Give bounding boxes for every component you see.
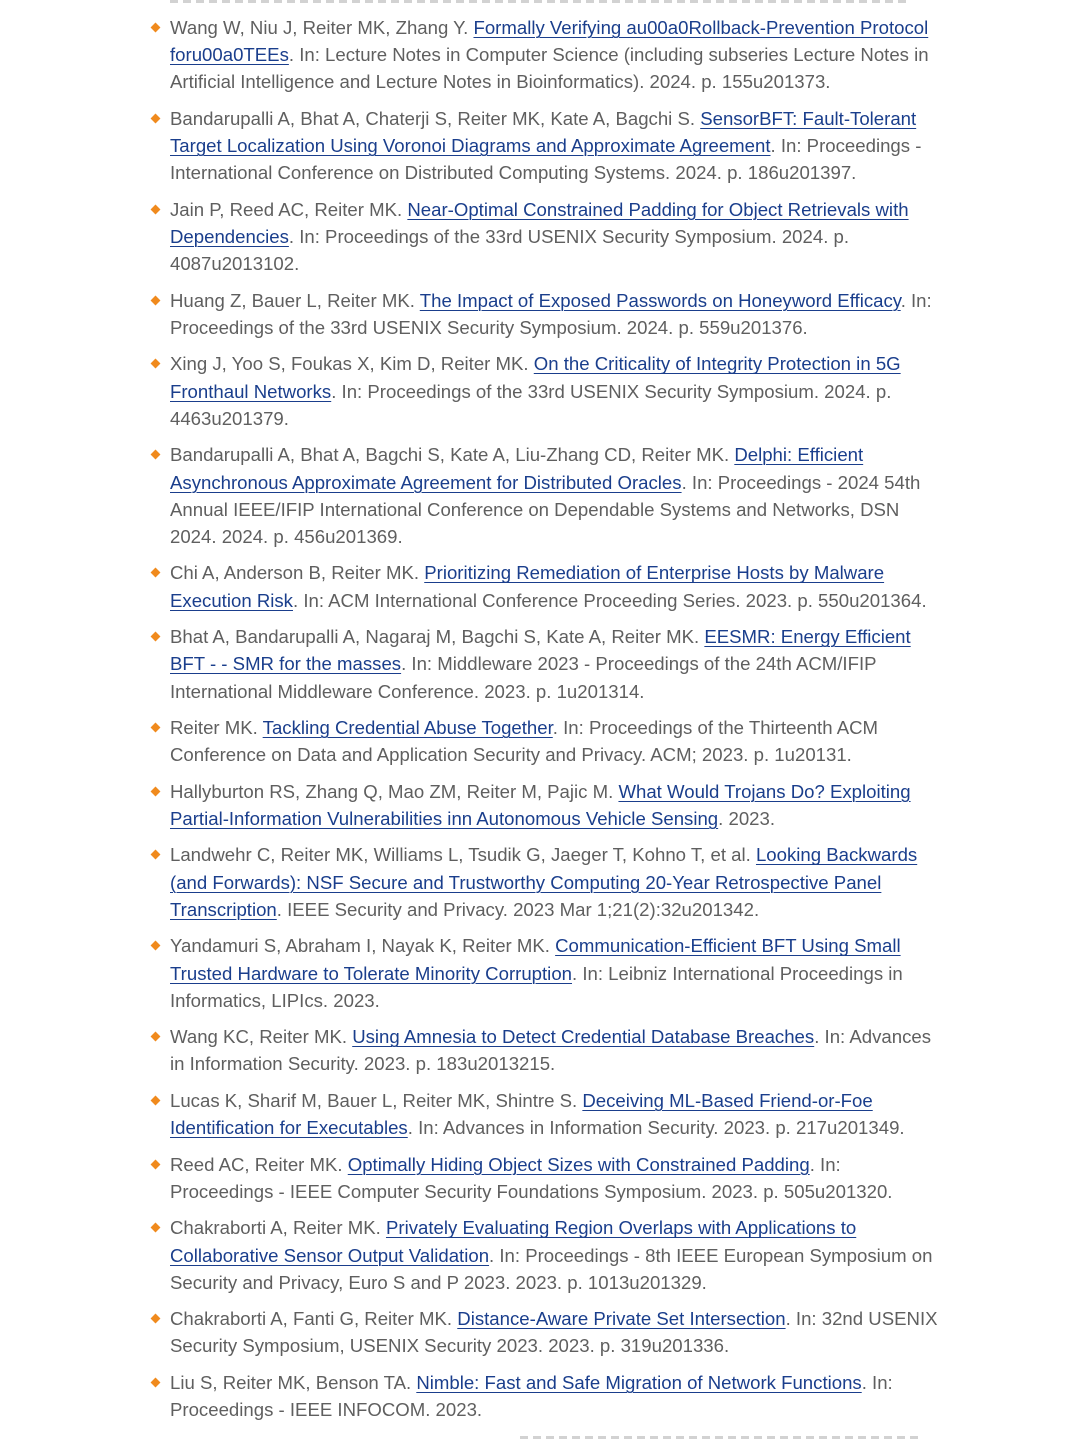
publication-title-link[interactable]: Distance-Aware Private Set Intersection	[457, 1308, 786, 1330]
publication-authors: Chakraborti A, Fanti G, Reiter MK.	[170, 1308, 458, 1330]
publication-details: . In: Proceedings - IEEE Computer Security Foundations Symposium. 2023. p. 505u201320.	[170, 1153, 893, 1202]
publication-details: . In: Proceedings of the Thirteenth ACM Conference on Data and Application Security and Privacy. ACM; 2023. p. 1u20131.	[170, 717, 879, 766]
bullet-icon	[151, 1096, 161, 1106]
bullet-icon	[151, 1223, 161, 1233]
publication-authors: Wang KC, Reiter MK.	[170, 1026, 353, 1048]
publication-item	[150, 196, 940, 278]
bullet-icon	[151, 23, 161, 33]
publication-details: . 2023.	[718, 807, 776, 829]
publication-item	[150, 778, 940, 832]
publication-item	[150, 14, 940, 96]
publication-title-link[interactable]: Formally Verifying au00a0Rollback-Prevention Protocol foru00a0TEEs	[170, 17, 929, 66]
publication-title-link[interactable]: Looking Backwards (and Forwards): NSF Secure and Trustworthy Computing 20-Year Retrospective Panel Transcription	[170, 844, 918, 920]
publication-details: . In: Proceedings of the 33rd USENIX Security Symposium. 2024. p. 559u201376.	[170, 289, 932, 338]
bullet-icon	[151, 723, 161, 733]
publication-details: . In: Proceedings - International Conference on Distributed Computing Systems. 2024. p. 186u201397.	[170, 135, 922, 184]
bullet-icon	[151, 295, 161, 305]
publication-title-link[interactable]: Privately Evaluating Region Overlaps with Applications to Collaborative Sensor Output Validation	[170, 1217, 857, 1266]
publication-authors: Reiter MK.	[170, 717, 263, 739]
publication-authors: Reed AC, Reiter MK.	[170, 1153, 348, 1175]
bullet-icon	[151, 632, 161, 642]
publication-item	[150, 841, 940, 923]
publication-details: . In: ACM International Conference Proceeding Series. 2023. p. 550u201364.	[292, 589, 927, 611]
publication-authors: Wang W, Niu J, Reiter MK, Zhang Y.	[170, 17, 474, 38]
publication-item	[150, 287, 940, 341]
publication-details: . In: 32nd USENIX Security Symposium, USENIX Security 2023. 2023. p. 319u201336.	[170, 1308, 938, 1357]
publication-item	[150, 1305, 940, 1359]
publication-details: . In: Proceedings - IEEE INFOCOM. 2023.	[170, 1371, 893, 1421]
bullet-icon	[151, 1032, 161, 1042]
publication-authors: Bandarupalli A, Bhat A, Bagchi S, Kate A, Liu-Zhang CD, Reiter MK.	[170, 444, 735, 466]
publication-title-link[interactable]: Near-Optimal Constrained Padding for Object Retrievals with Dependencies	[170, 198, 909, 248]
publication-item	[150, 1369, 940, 1423]
cut-off-text-bottom	[520, 1436, 920, 1439]
publication-details: . In: Advances in Information Security. 2023. p. 217u201349.	[407, 1117, 905, 1139]
publication-item	[150, 623, 940, 705]
publication-item	[150, 1087, 940, 1141]
publication-authors: Xing J, Yoo S, Foukas X, Kim D, Reiter MK.	[170, 353, 534, 375]
publication-authors: Chakraborti A, Reiter MK.	[170, 1217, 386, 1239]
bullet-icon	[151, 941, 161, 951]
publication-authors: Landwehr C, Reiter MK, Williams L, Tsudik G, Jaeger T, Kohno T, et al.	[170, 844, 756, 866]
publication-authors: Huang Z, Bauer L, Reiter MK.	[170, 289, 420, 311]
bullet-icon	[151, 1159, 161, 1169]
bullet-icon	[151, 359, 161, 369]
bullet-icon	[151, 568, 161, 578]
publication-details: . In: Proceedings of the 33rd USENIX Security Symposium. 2024. p. 4463u201379.	[170, 380, 892, 429]
publication-title-link[interactable]: What Would Trojans Do? Exploiting Partial-Information Vulnerabilities inn Autonomous Vehicle Sensing	[170, 780, 911, 829]
publication-item	[150, 441, 940, 550]
publication-title-link[interactable]: The Impact of Exposed Passwords on Honeyword Efficacy	[419, 289, 901, 311]
publication-authors: Jain P, Reed AC, Reiter MK.	[170, 198, 408, 220]
publication-details: . In: Advances in Information Security. 2023. p. 183u2013215.	[170, 1026, 932, 1075]
publication-title-link[interactable]: Delphi: Efficient Asynchronous Approximate Agreement for Distributed Oracles	[170, 444, 864, 493]
publication-item	[150, 932, 940, 1014]
publication-details: . In: Leibniz International Proceedings in Informatics, LIPIcs. 2023.	[170, 962, 903, 1011]
publication-item	[150, 559, 940, 613]
cut-off-text-top	[170, 0, 910, 3]
publication-details: . In: Proceedings of the 33rd USENIX Security Symposium. 2024. p. 4087u2013102.	[170, 226, 850, 275]
publication-details: . In: Lecture Notes in Computer Science (including subseries Lecture Notes in Artificial Intelligence and Lecture Notes in Bioinformatics). 2024. p. 155u201373.	[170, 44, 929, 93]
publication-item	[150, 1214, 940, 1296]
bullet-icon	[151, 850, 161, 860]
publication-title-link[interactable]: SensorBFT: Fault-Tolerant Target Localization Using Voronoi Diagrams and Approximate Agreement	[170, 107, 917, 157]
publication-item	[150, 1023, 940, 1077]
publication-authors: Bhat A, Bandarupalli A, Nagaraj M, Bagchi S, Kate A, Reiter MK.	[170, 626, 705, 648]
bullet-icon	[151, 204, 161, 214]
publication-item	[150, 1151, 940, 1205]
publication-item	[150, 350, 940, 432]
publication-authors: Lucas K, Sharif M, Bauer L, Reiter MK, Shintre S.	[170, 1089, 583, 1111]
publication-item	[150, 714, 940, 768]
publication-authors: Yandamuri S, Abraham I, Nayak K, Reiter MK.	[170, 935, 556, 957]
publication-title-link[interactable]: Communication-Efficient BFT Using Small Trusted Hardware to Tolerate Minority Corruption	[170, 935, 901, 984]
publication-title-link[interactable]: Using Amnesia to Detect Credential Database Breaches	[352, 1026, 815, 1048]
bullet-icon	[151, 786, 161, 796]
publication-title-link[interactable]: Prioritizing Remediation of Enterprise Hosts by Malware Execution Risk	[170, 562, 885, 611]
publication-authors: Chi A, Anderson B, Reiter MK.	[170, 562, 425, 584]
publication-title-link[interactable]: EESMR: Energy Efficient BFT - - SMR for the masses	[170, 626, 911, 675]
publication-title-link[interactable]: Optimally Hiding Object Sizes with Constrained Padding	[347, 1153, 810, 1175]
publication-authors: Bandarupalli A, Bhat A, Chaterji S, Reiter MK, Kate A, Bagchi S.	[170, 107, 701, 129]
publication-item	[150, 105, 940, 187]
publication-authors: Hallyburton RS, Zhang Q, Mao ZM, Reiter M, Pajic M.	[170, 780, 619, 802]
publication-details: . In: Middleware 2023 - Proceedings of the 24th ACM/IFIP International Middleware Conference. 2023. p. 1u201314.	[170, 653, 877, 702]
publication-title-link[interactable]: On the Criticality of Integrity Protection in 5G Fronthaul Networks	[170, 353, 901, 402]
bullet-icon	[151, 1378, 161, 1388]
bullet-icon	[151, 450, 161, 460]
bullet-icon	[151, 113, 161, 123]
publication-details: . In: Proceedings - 8th IEEE European Symposium on Security and Privacy, Euro S and P 2023. 2023. p. 1013u201329.	[170, 1244, 933, 1293]
publication-list	[150, 14, 940, 1433]
bullet-icon	[151, 1314, 161, 1324]
publication-details: . IEEE Security and Privacy. 2023 Mar 1;21(2):32u201342.	[276, 898, 760, 920]
publication-title-link[interactable]: Deceiving ML-Based Friend-or-Foe Identification for Executables	[170, 1089, 873, 1139]
publication-title-link[interactable]: Tackling Credential Abuse Together	[262, 717, 553, 739]
publication-authors: Liu S, Reiter MK, Benson TA.	[170, 1371, 417, 1393]
publication-details: . In: Proceedings - 2024 54th Annual IEEE/IFIP International Conference on Dependable Systems and Networks, DSN 2024. 2024. p. 456u201369.	[170, 471, 921, 547]
publication-title-link[interactable]: Nimble: Fast and Safe Migration of Network Functions	[416, 1371, 862, 1393]
